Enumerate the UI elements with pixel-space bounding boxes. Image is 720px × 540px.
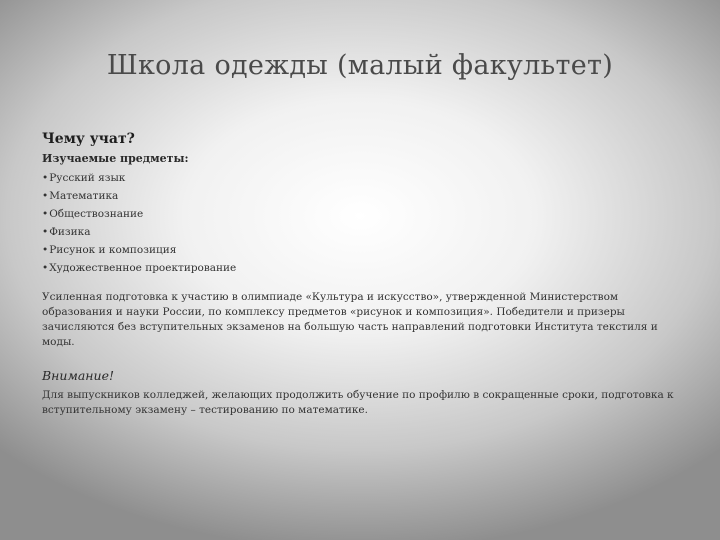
subject-item: • Художественное проектирование xyxy=(42,261,236,279)
subject-item: • Обществознание xyxy=(42,207,236,225)
attention-note: Для выпускников колледжей, желающих продолжить обучение по профилю в сокращенные сроки, подготовка к вступительному экзамену – тестированию по математике. xyxy=(42,389,674,416)
subjects-heading: Изучаемые предметы: xyxy=(42,152,189,165)
slide-title: Школа одежды (малый факультет) xyxy=(106,50,614,81)
olympiad-paragraph: Усиленная подготовка к участию в олимпиаде «Культура и искусство», утвержденной Министерством образования и науки России, по комплексу предметов «рисунок и композиция». Победители и призеры зачисляются без вступительных экзаменов на большую часть направлений подготовки Института текстиля и моды. xyxy=(42,291,658,348)
subject-item: • Русский язык xyxy=(42,171,236,189)
subject-item: • Рисунок и композиция xyxy=(42,243,236,261)
subjects-list xyxy=(42,171,236,279)
subject-item: • Физика xyxy=(42,225,236,243)
subject-item: • Математика xyxy=(42,189,236,207)
attention-label: Внимание! xyxy=(42,368,114,383)
section-heading: Чему учат? xyxy=(42,131,135,147)
